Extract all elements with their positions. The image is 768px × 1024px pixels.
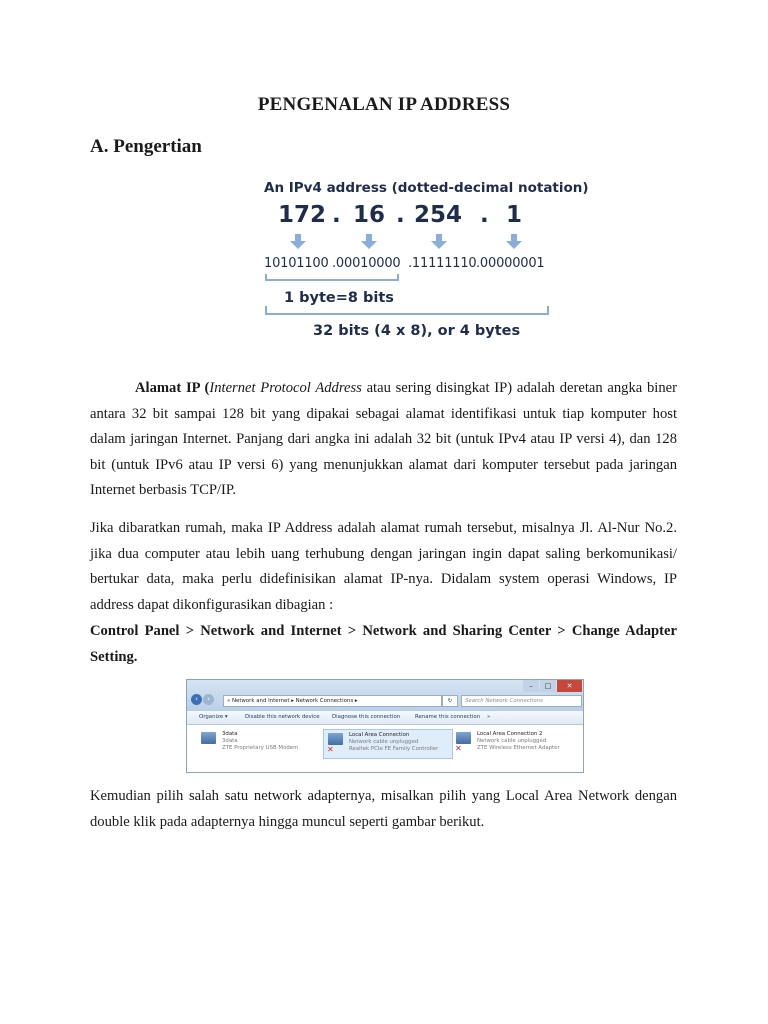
ipv4-figure xyxy=(258,176,589,348)
adapter-item xyxy=(323,729,453,759)
disconnected-icon: ✕ xyxy=(327,745,334,754)
adapter-name: Local Area Connection 2 xyxy=(477,731,543,737)
octet-separator: . xyxy=(332,202,341,228)
arrow-icon xyxy=(290,234,306,249)
adapter-device: ZTE Proprietary USB Modem xyxy=(222,745,299,751)
minimize-icon: – xyxy=(523,680,539,692)
figure-caption: An IPv4 address (dotted-decimal notation) xyxy=(264,180,589,196)
octet: 1 xyxy=(506,202,523,228)
adapter-status: Network cable unplugged xyxy=(349,739,419,745)
toolbar-more: » xyxy=(487,714,491,720)
network-adapter-icon xyxy=(328,733,343,745)
paragraph-house-analogy: Jika dibaratkan rumah, maka IP Address adalah alamat rumah tersebut, misalnya Jl. Al-Nur No.2. jika dua computer atau lebih uang terhubung dengan jaringan ingin dapat saling berkomunikasi/ bertukar data, maka perlu didefinisikan alamat IP-nya. Didalam system operasi Windows, IP address dapat dikonfigurasikan dibagian : xyxy=(90,520,677,613)
maximize-icon: □ xyxy=(540,680,556,692)
toolbar-diagnose: Diagnose this connection xyxy=(332,714,401,720)
forward-icon: › xyxy=(203,694,214,705)
search-box: Search Network Connections xyxy=(461,695,582,707)
adapter-list xyxy=(187,725,583,773)
binary-octet: .11111110 xyxy=(408,256,477,271)
network-connections-screenshot xyxy=(186,679,584,773)
toolbar-disable: Disable this network device xyxy=(245,714,320,720)
byte-label: 1 byte=8 bits xyxy=(284,290,394,306)
adapter-item xyxy=(452,729,580,757)
window-toolbar xyxy=(187,711,583,725)
binary-octet: .00000001 xyxy=(476,256,545,271)
paragraph-text: atau sering disingkat IP) adalah deretan angka biner antara 32 bit sampai 128 bit yang dipakai sebagai alamat identifikasi untuk tiap komputer host dalam jaringan Internet. Panjang dari angka ini adalah 32 bit (untuk IPv4 atau IP versi 4), dan 128 bit (untuk IPv6 atau IP versi 6) yang menunjukkan alamat dari komputer tersebut pada jaringan Internet berbasis TCP/IP. xyxy=(90,380,677,498)
adapter-item xyxy=(197,729,325,757)
adapter-name: Local Area Connection xyxy=(349,732,410,738)
octet-separator: . xyxy=(396,202,405,228)
total-bits-label: 32 bits (4 x 8), or 4 bytes xyxy=(313,323,521,339)
adapter-name: 3data xyxy=(222,731,238,737)
section-heading: A. Pengertian xyxy=(90,136,202,157)
arrow-icon xyxy=(431,234,447,249)
octet: 254 xyxy=(414,202,463,228)
octet: 172 xyxy=(278,202,327,228)
octet-separator: . xyxy=(480,202,489,228)
total-bracket xyxy=(266,306,548,314)
adapter-device: ZTE Wireless Ethernet Adapter xyxy=(477,745,560,751)
window-titlebar xyxy=(187,680,583,711)
refresh-icon: ↻ xyxy=(442,695,458,707)
arrows xyxy=(290,234,522,249)
paragraph-select-adapter: Kemudian pilih salah satu network adapternya, misalkan pilih yang Local Area Network dengan double klik pada adapternya hingga muncul seperti gambar berikut. xyxy=(90,788,677,830)
arrow-icon xyxy=(506,234,522,249)
network-adapter-icon xyxy=(456,732,471,744)
close-icon: ✕ xyxy=(557,680,582,692)
term-alamat-ip: Alamat IP ( xyxy=(135,380,210,396)
document-title: PENGENALAN IP ADDRESS xyxy=(257,94,511,115)
control-panel-path: Control Panel > Network and Internet > Network and Sharing Center > Change Adapter Setting. xyxy=(90,623,677,665)
byte-bracket xyxy=(266,274,398,280)
binary-octet: .00010000 xyxy=(332,256,401,271)
toolbar-organize: Organize ▾ xyxy=(199,714,228,720)
nav-buttons xyxy=(191,694,215,705)
disconnected-icon: ✕ xyxy=(455,744,462,753)
address-bar: « Network and Internet ▸ Network Connections ▸ xyxy=(223,695,442,707)
term-italic: Internet Protocol Address xyxy=(209,380,362,396)
back-icon: ‹ xyxy=(191,694,202,705)
binary-octet: 10101100 xyxy=(264,256,329,271)
toolbar-rename: Rename this connection xyxy=(415,714,481,720)
adapter-device: Realtek PCIe FE Family Controller xyxy=(349,746,439,752)
adapter-status: Network cable unplugged xyxy=(477,738,547,744)
arrow-icon xyxy=(361,234,377,249)
octet: 16 xyxy=(353,202,386,228)
adapter-status: 3data xyxy=(222,738,238,744)
network-adapter-icon xyxy=(201,732,216,744)
paragraph-ip-definition xyxy=(90,376,677,504)
